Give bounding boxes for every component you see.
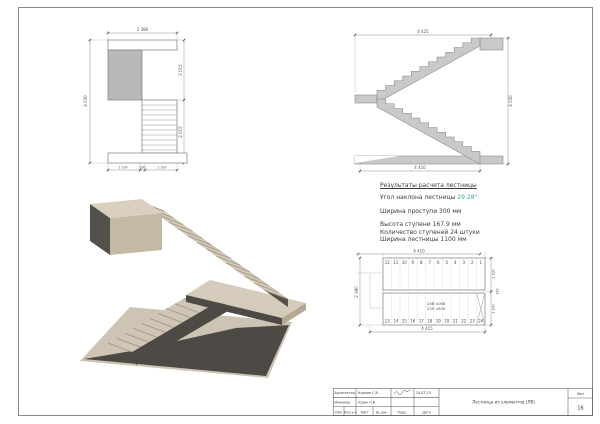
step-number: 9	[411, 260, 415, 265]
header-doc: № док.	[376, 410, 388, 415]
step-number: 15	[401, 318, 407, 324]
top-platform-front-face	[110, 213, 162, 255]
date-1: 24.07.23	[416, 391, 431, 395]
role-1: Архитектор	[334, 391, 355, 395]
dim-top-label: 4 410	[413, 248, 425, 254]
sheet-label: Лист	[576, 391, 585, 396]
step-number: 2	[470, 260, 474, 265]
tread-line	[380, 209, 525, 216]
dim-left-label: 2 380	[354, 286, 359, 298]
count-value: 24 штуки	[450, 228, 480, 236]
riser-value: 167.9 мм	[432, 220, 461, 228]
dim-bottom2-label: 180	[139, 165, 146, 170]
riser-label: Высота ступени	[380, 220, 431, 228]
dim-top-label: 2 380	[136, 27, 149, 32]
width-label: Ширина лестницы	[380, 236, 439, 244]
dim-right2-label: 2 015	[178, 126, 183, 138]
step-number: 18	[427, 318, 433, 324]
name-1: Куфаев С.В.	[358, 391, 379, 395]
riser-annotation: 24В х168	[426, 301, 446, 306]
step-number: 23	[469, 318, 475, 324]
dim-top-label: 4 425	[417, 29, 429, 34]
header-list: Лист	[360, 410, 369, 415]
tread-label: Ширина проступи	[380, 207, 438, 215]
upper-flight-section	[377, 38, 480, 103]
step-number: 14	[393, 318, 399, 324]
top-floor-slab	[480, 38, 503, 50]
results-panel	[380, 183, 525, 244]
dim-right1-label: 1 100	[491, 269, 496, 279]
title-block	[333, 388, 593, 416]
numbered-plan-view	[353, 248, 503, 348]
dim-bottom-label: 4 415	[421, 326, 433, 331]
step-number: 17	[418, 318, 424, 324]
step-number: 5	[445, 260, 449, 265]
step-number: 22	[461, 318, 467, 324]
bottom-slab-plan	[108, 153, 187, 163]
name-2: Юдин Н.И.	[358, 400, 377, 405]
step-number: 13	[384, 318, 390, 324]
step-number: 7	[428, 260, 432, 265]
step-number: 11	[393, 260, 399, 265]
width-line	[380, 237, 525, 244]
step-number: 10	[401, 260, 407, 265]
render-3d-view	[60, 195, 340, 380]
dim-right-label: 4 030	[508, 95, 513, 107]
step-number: 1	[479, 260, 483, 265]
header-koluch: Кол.уч	[344, 410, 356, 415]
step-number: 6	[436, 260, 440, 265]
dim-right3-label: 1 100	[491, 304, 496, 314]
step-number: 20	[444, 318, 450, 324]
width-value: 1100 мм	[440, 236, 467, 244]
angle-label: Угол наклона лестницы	[380, 193, 456, 201]
results-title: Результаты расчета лестницы	[380, 182, 477, 189]
dim-left-label: 4 030	[83, 95, 88, 107]
dim-right2-label: 180	[495, 288, 500, 295]
tread-value: 300 мм	[439, 207, 462, 215]
section-view	[353, 25, 533, 175]
step-number: 4	[453, 260, 457, 265]
step-number: 3	[462, 260, 466, 265]
sheet-number: 16	[577, 405, 584, 412]
riser-line	[380, 222, 525, 229]
lower-flight-section	[377, 99, 480, 164]
step-number: 21	[452, 318, 458, 324]
header-izm: Изм	[335, 410, 342, 415]
header-data: Дата	[422, 410, 431, 415]
tread-annotation: 23П х300	[426, 306, 446, 311]
step-number: 16	[410, 318, 416, 324]
dim-bottom-label: 4 410	[414, 165, 426, 170]
upper-flight-plan	[108, 50, 142, 100]
dim-bottom3-label: 1 100	[157, 165, 167, 170]
drawing-title: Лестница из элементов (ЛВ)	[471, 399, 536, 405]
step-number: 24	[478, 318, 484, 324]
step-number: 8	[419, 260, 423, 265]
count-label: Количество ступеней	[380, 228, 449, 236]
role-2: Инженер	[334, 400, 351, 405]
top-landing-plan	[108, 40, 177, 50]
dim-bottom1-label: 1 100	[118, 165, 128, 170]
signature	[394, 390, 411, 395]
count-line	[380, 230, 525, 237]
plan-view	[78, 20, 208, 180]
step-number: 19	[435, 318, 441, 324]
landing-outline	[370, 273, 383, 308]
header-podp: Подп.	[397, 410, 408, 415]
angle-line	[380, 195, 525, 202]
angle-value: 29.28°	[457, 193, 478, 201]
intermediate-landing	[355, 95, 377, 103]
step-number: 12	[384, 260, 390, 265]
dim-right1-label: 2 015	[178, 64, 183, 76]
